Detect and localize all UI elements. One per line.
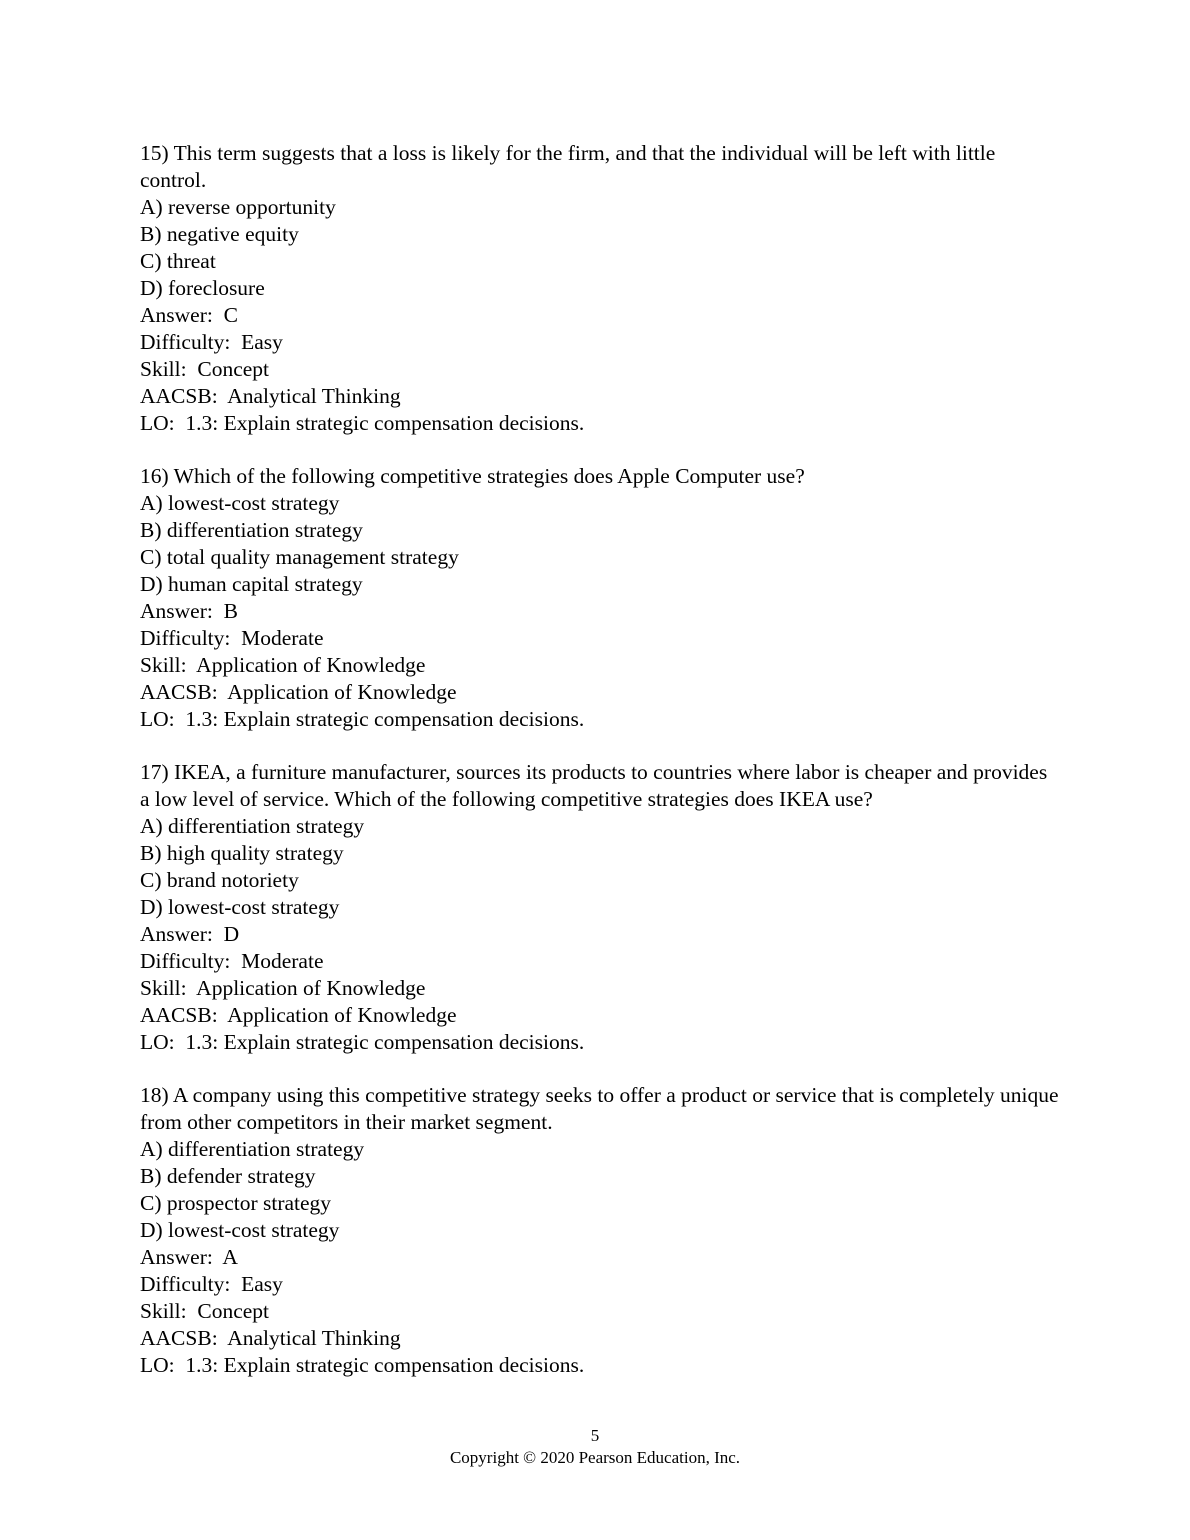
learning-objective: LO: 1.3: Explain strategic compensation decisions. bbox=[140, 1030, 585, 1054]
aacsb: AACSB: Application of Knowledge bbox=[140, 680, 457, 704]
difficulty: Difficulty: Easy bbox=[140, 1272, 283, 1296]
learning-objective: LO: 1.3: Explain strategic compensation decisions. bbox=[140, 707, 585, 731]
answer: Answer: A bbox=[140, 1245, 238, 1269]
option-c: C) prospector strategy bbox=[140, 1191, 332, 1215]
option-c: C) total quality management strategy bbox=[140, 545, 459, 569]
option-b: B) defender strategy bbox=[140, 1164, 316, 1188]
option-b: B) differentiation strategy bbox=[140, 518, 363, 542]
option-b: B) high quality strategy bbox=[140, 841, 344, 865]
skill: Skill: Concept bbox=[140, 1299, 269, 1323]
answer: Answer: C bbox=[140, 303, 238, 327]
aacsb: AACSB: Application of Knowledge bbox=[140, 1003, 457, 1027]
aacsb: AACSB: Analytical Thinking bbox=[140, 1326, 401, 1350]
learning-objective: LO: 1.3: Explain strategic compensation decisions. bbox=[140, 1353, 585, 1377]
question-stem: 18) A company using this competitive strategy seeks to offer a product or service that is completely unique from other competitors in their market segment. bbox=[140, 1083, 1059, 1134]
option-d: D) lowest-cost strategy bbox=[140, 895, 340, 919]
difficulty: Difficulty: Easy bbox=[140, 330, 283, 354]
answer: Answer: B bbox=[140, 599, 238, 623]
page-footer bbox=[0, 1425, 1190, 1469]
answer: Answer: D bbox=[140, 922, 240, 946]
option-a: A) differentiation strategy bbox=[140, 1137, 365, 1161]
option-d: D) human capital strategy bbox=[140, 572, 363, 596]
option-c: C) brand notoriety bbox=[140, 868, 299, 892]
option-c: C) threat bbox=[140, 249, 216, 273]
question-17 bbox=[140, 759, 1060, 1056]
skill: Skill: Application of Knowledge bbox=[140, 653, 426, 677]
question-stem: 17) IKEA, a furniture manufacturer, sources its products to countries where labor is cheaper and provides a low level of service. Which of the following competitive strategies does IKEA use? bbox=[140, 760, 1048, 811]
skill: Skill: Application of Knowledge bbox=[140, 976, 426, 1000]
difficulty: Difficulty: Moderate bbox=[140, 949, 324, 973]
option-a: A) differentiation strategy bbox=[140, 814, 365, 838]
learning-objective: LO: 1.3: Explain strategic compensation decisions. bbox=[140, 411, 585, 435]
question-15 bbox=[140, 140, 1060, 437]
option-b: B) negative equity bbox=[140, 222, 299, 246]
option-d: D) foreclosure bbox=[140, 276, 265, 300]
page-number: 5 bbox=[590, 1426, 600, 1445]
copyright-notice: Copyright © 2020 Pearson Education, Inc. bbox=[449, 1448, 741, 1467]
option-a: A) reverse opportunity bbox=[140, 195, 336, 219]
question-16 bbox=[140, 463, 1060, 733]
question-list bbox=[140, 140, 1060, 1405]
skill: Skill: Concept bbox=[140, 357, 269, 381]
question-18 bbox=[140, 1082, 1060, 1379]
difficulty: Difficulty: Moderate bbox=[140, 626, 324, 650]
option-d: D) lowest-cost strategy bbox=[140, 1218, 340, 1242]
question-stem: 16) Which of the following competitive strategies does Apple Computer use? bbox=[140, 464, 805, 488]
option-a: A) lowest-cost strategy bbox=[140, 491, 340, 515]
aacsb: AACSB: Analytical Thinking bbox=[140, 384, 401, 408]
question-stem: 15) This term suggests that a loss is likely for the firm, and that the individual will be left with little control. bbox=[140, 141, 996, 192]
